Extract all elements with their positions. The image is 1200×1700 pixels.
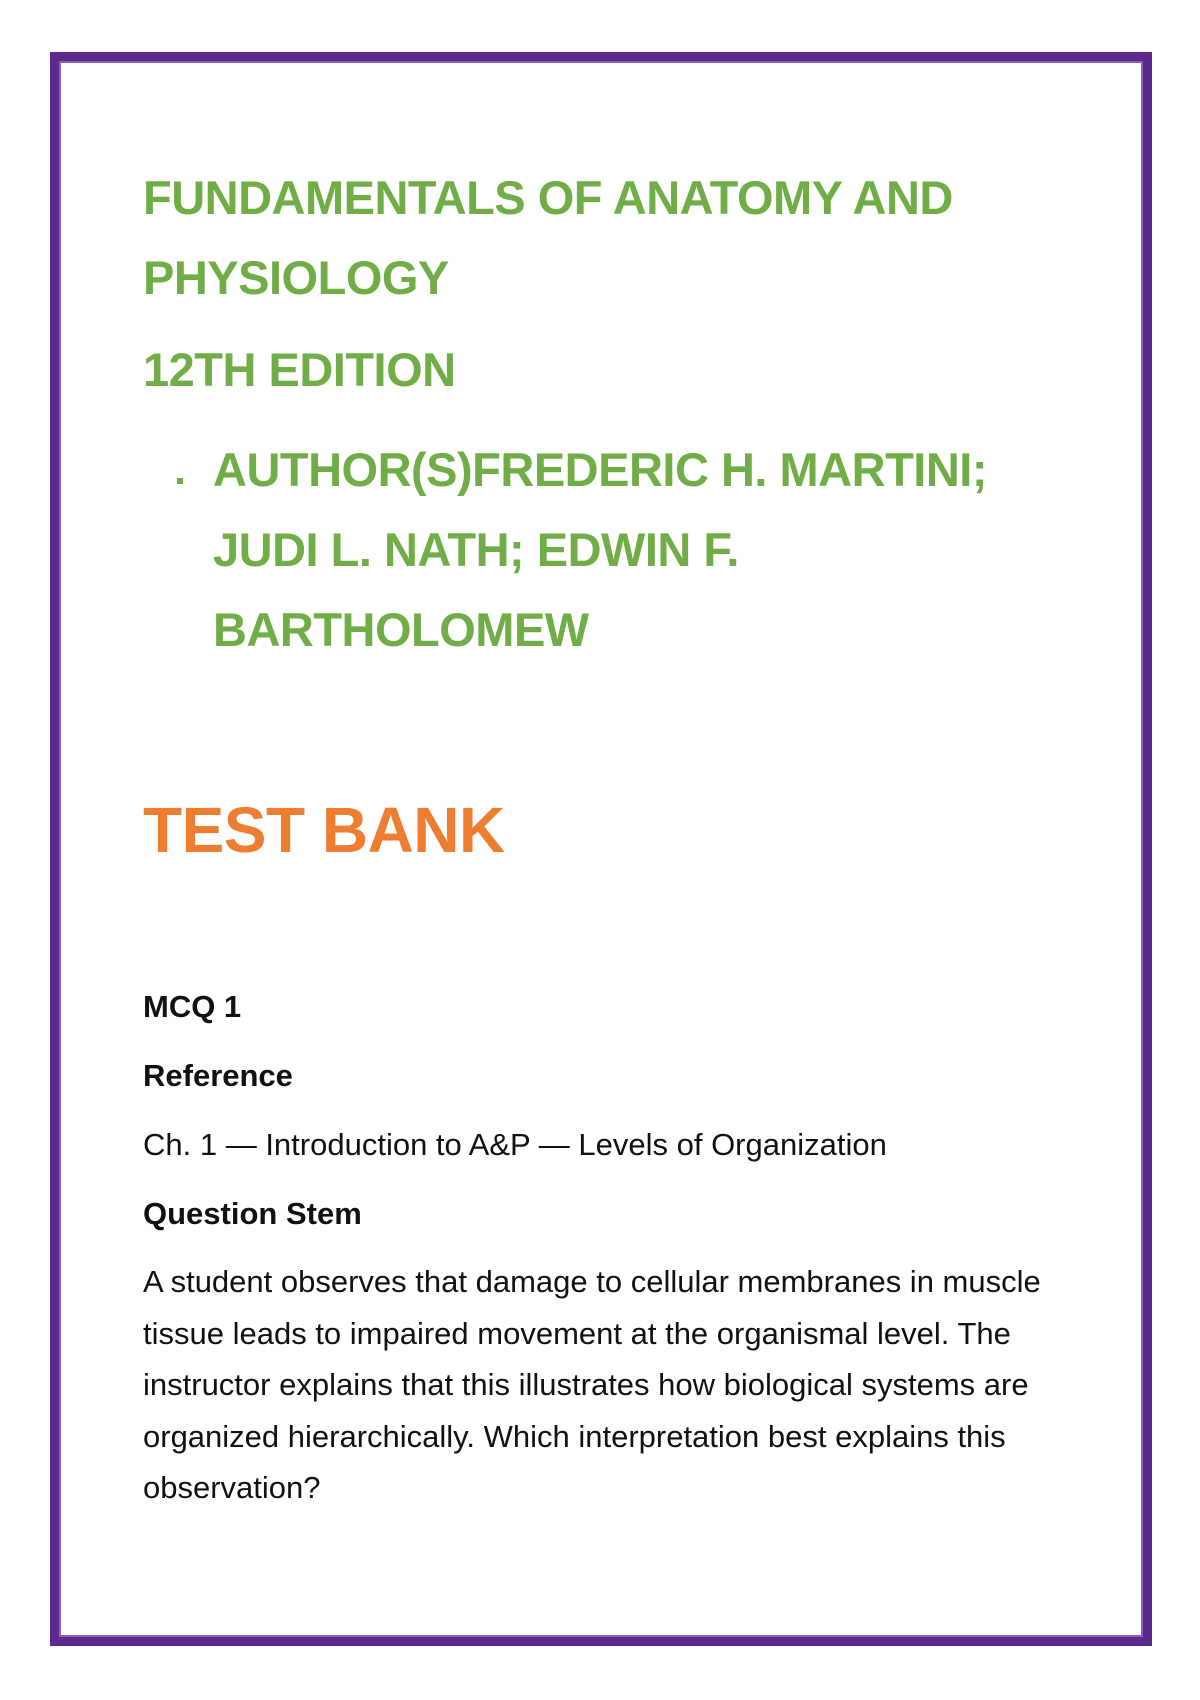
question-stem-heading: Question Stem: [143, 1196, 362, 1231]
authors-text: AUTHOR(S)FREDERIC H. MARTINI; JUDI L. NATH; EDWIN F. BARTHOLOMEW: [213, 443, 987, 656]
authors-item: [143, 430, 1043, 670]
authors-list: [143, 430, 1043, 670]
reference-heading: Reference: [143, 1058, 293, 1093]
question-block: [143, 972, 1063, 1514]
reference-text: Ch. 1 — Introduction to A&P — Levels of Organization: [143, 1127, 887, 1162]
book-title: FUNDAMENTALS OF ANATOMY AND PHYSIOLOGY: [143, 171, 953, 304]
edition-label: 12TH EDITION: [143, 343, 456, 396]
test-bank-heading: TEST BANK: [143, 794, 505, 866]
question-stem-text: A student observes that damage to cellular membranes in muscle tissue leads to impaired movement at the organismal level. The instructor explains that this illustrates how biological systems are organized hierarchically. Which interpretation best explains this observation?: [143, 1264, 1041, 1505]
question-number: MCQ 1: [143, 989, 242, 1024]
bullet-icon: [177, 478, 183, 484]
